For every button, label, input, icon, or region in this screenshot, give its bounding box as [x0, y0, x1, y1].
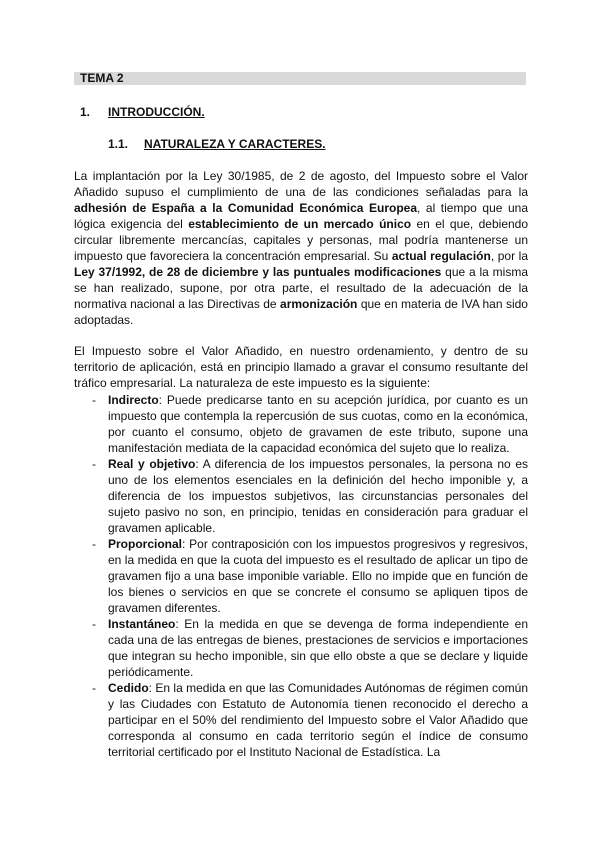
text-run: La implantación por la Ley 30/1985, de 2 de agosto, del Impuesto sobre el Valor Añadido supuso el cumplimiento de una de las condiciones señaladas para la — [74, 169, 528, 199]
list-text: : Por contraposición con los impuestos progresivos y regresivos, en la medida en que la cuota del impuesto es el resultado de aplicar un tipo de gravamen fijo a una base imponible variable. Ello no impide que en función de los bienes o servicios en que se concrete el consumo se apliquen tipos de gravamen diferentes. — [108, 537, 528, 615]
nature-paragraph: El Impuesto sobre el Valor Añadido, en nuestro ordenamiento, y dentro de su territorio de aplicación, está en principio llamado a gravar el consumo resultante del tráfico empresarial. La naturaleza de este impuesto es la siguiente: — [74, 344, 528, 390]
text-run: que a la misma se han realizado, supone, por otra parte, el resultado de la adecuación de la normativa nacional a las Directivas de — [74, 265, 529, 311]
subsection-number: 1.1. — [108, 137, 129, 151]
bold-run: adhesión de España a la Comunidad Económica Europea — [74, 201, 418, 215]
list-dash: - — [92, 681, 96, 695]
list-text: : Puede predicarse tanto en su acepción jurídica, por cuanto es un impuesto que contempla la repercusión de sus cuotas, como en la económica, por cuanto el consumo, objeto de gravamen de este tributo, supone una manifestación mediata de la capacidad económica del sujeto que lo realiza. — [108, 393, 528, 455]
bold-run: actual regulación — [391, 249, 491, 263]
list-item — [74, 536, 528, 616]
list-dash: - — [92, 537, 96, 551]
intro-paragraph — [74, 168, 528, 328]
text-run: , por la — [490, 249, 529, 263]
list-text: : A diferencia de los impuestos personales, la persona no es uno de los elementos esenciales en la definición del hecho imponible y, a diferencia de los impuestos subjetivos, las circunstancias personales del sujeto pasivo no son, en principio, tenidas en consideración para graduar el gravamen aplicable. — [108, 457, 528, 535]
bold-run: establecimiento de un mercado único — [188, 217, 412, 231]
list-item — [74, 392, 528, 456]
bold-run: Ley 37/1992, de 28 de diciembre y las puntuales modificaciones — [74, 265, 442, 279]
list-item — [74, 680, 528, 760]
list-item — [74, 616, 528, 680]
characteristics-list — [74, 392, 528, 760]
list-dash: - — [92, 617, 96, 631]
list-term: Instantáneo — [108, 617, 176, 631]
list-term: Proporcional — [108, 537, 183, 551]
subsection-title: NATURALEZA Y CARACTERES. — [144, 137, 326, 151]
list-dash: - — [92, 393, 96, 407]
list-dash: - — [92, 457, 96, 471]
list-term: Real y objetivo — [108, 457, 196, 471]
list-text: : En la medida en que se devenga de forma independiente en cada una de las entregas de bienes, prestaciones de servicios e importaciones que integran su hecho imponible, sin que ello obste a que se declare y liquide periódicamente. — [108, 617, 528, 679]
text-run: en el que, debiendo circular libremente mercancías, capitales y personas, mal podría mantenerse un impuesto que favoreciera la concentración empresarial. Su — [74, 217, 529, 263]
chapter-header: TEMA 2 — [74, 72, 526, 85]
list-item — [74, 456, 528, 536]
subsection-heading — [108, 136, 326, 152]
list-text: : En la medida en que las Comunidades Autónomas de régimen común y las Ciudades con Estatuto de Autonomía tienen reconocido el derecho a participar en el 50% del rendimiento del Impuesto sobre el Valor Añadido que corresponda al consumo en cada territorio según el índice de consumo territorial certificado por el Instituto Nacional de Estadística. La — [108, 681, 528, 759]
text-run: que en materia de IVA han sido adoptadas. — [74, 297, 528, 327]
section-heading — [80, 104, 205, 120]
list-term: Indirecto — [108, 393, 159, 407]
bold-run: armonización — [280, 297, 358, 311]
section-title: INTRODUCCIÓN. — [108, 105, 205, 119]
section-number: 1. — [80, 105, 91, 119]
list-term: Cedido — [108, 681, 149, 695]
text-run: , al tiempo que una lógica exigencia del — [74, 201, 528, 231]
